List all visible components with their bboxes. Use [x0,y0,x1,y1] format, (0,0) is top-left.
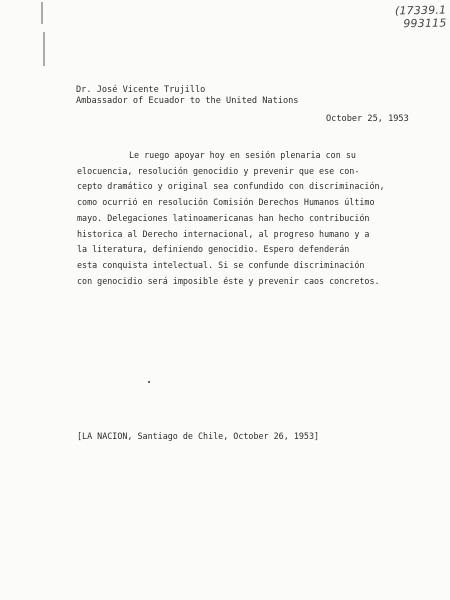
body-line: Le ruego apoyar hoy en sesión plenaria con su [129,150,356,160]
body-line: con genocidio será imposible éste y prevenir caos concretos. [77,275,380,286]
recipient-name: Dr. José Vicente Trujillo [76,85,206,95]
recipient-title: Ambassador of Ecuador to the United Nations [76,96,299,106]
body-line: elocuencia, resolución genocidio y prevenir que ese con- [77,165,360,176]
body-line: cepto dramático y original sea confundido con discriminación, [77,181,385,192]
archive-ref-line: (17339.1 [394,3,446,18]
body-line: la literatura, definiendo genocidio. Espero defenderán [77,244,350,255]
ink-speck [148,381,150,383]
body-line: como ocurrió en resolución Comisión Derechos Humanos último [77,197,375,208]
archive-ref-line: 993115 [402,16,447,31]
letter-body [77,148,412,289]
binder-mark [41,2,43,24]
recipient-header [76,85,298,107]
body-line: historica al Derecho internacional, al progreso humano y a [77,228,370,239]
archive-reference-number [394,4,446,31]
body-line: esta conquista intelectual. Si se confunde discriminación [77,259,365,270]
letter-date: October 25, 1953 [326,114,409,124]
source-citation: [LA NACION, Santiago de Chile, October 26, 1953] [77,431,320,441]
binder-mark [43,32,45,66]
body-line: mayo. Delegaciones latinoamericanas han hecho contribución [77,212,370,223]
